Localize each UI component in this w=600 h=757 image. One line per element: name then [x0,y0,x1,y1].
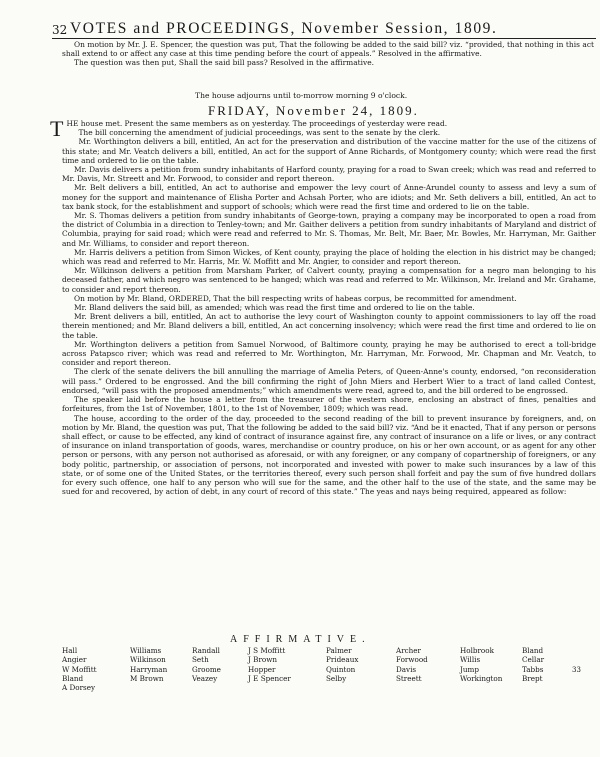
voter-name: J Brown [248,655,277,665]
voter-name: J E Spencer [248,673,291,683]
voter-name: Archer [396,646,421,655]
vote-column [62,646,97,692]
paragraph: On motion by Mr. Bland, ORDERED, That the bill respecting writs of habeas corpus, be recommitted for amendment. [74,293,517,303]
voter-name: Tabbs [522,664,544,674]
day-heading: FRIDAY, November 24, 1809. [208,103,419,118]
paragraph: Mr. Belt delivers a bill, entitled, An act to authorise and empower the levy court of Anne-Arundel county to assess and levy a sum of money for the support and maintenance of Elisha Porter and Achsah Porter, who are idiots; and Mr. Seth delivers a bill, entitled, An act to tax bank stock, for the establishment and support of schools; which were read the first time and ordered to lie on the table. [62,183,596,211]
paragraph: The question was then put, Shall the said bill pass? Resolved in the affirmative. [74,58,375,68]
voter-name: Forwood [396,655,428,665]
paragraph: Mr. Bland delivers the said bill, as amended; which was read the first time and ordered to lie on the table. [74,303,475,313]
vote-column [192,646,221,683]
voter-name: Cellar [522,655,545,665]
voter-name: Palmer [326,646,352,655]
voter-name: Harryman [130,664,168,674]
voter-name: Prideaux [326,655,359,665]
voter-name: Jump [460,664,479,674]
voter-name: Williams [130,646,162,655]
paragraph: On motion by Mr. J. E. Spencer, the question was put, That the following be added to the said bill? viz. “provided, that nothing in this act shall extend to or affect any case at this time pending before the court of appeals.” Resolved in the affirmative. [62,40,594,59]
voter-name: Selby [326,673,347,683]
voter-name: Brept [522,673,543,683]
voter-name: J S Moffitt [248,646,286,655]
voter-name: Willis [460,655,481,665]
running-head [52,20,592,40]
voter-name: Streett [396,673,422,683]
proceedings-body [50,116,596,497]
vote-column [326,646,358,683]
voter-name: Groome [192,664,221,674]
voter-name: Workington [460,673,503,683]
voter-name: Angier [62,655,87,665]
paragraph-text: HE house met. Present the same members as on yesterday. The proceedings of yesterday were read. [66,119,448,128]
page-title: VOTES and PROCEEDINGS, November Session, 1809. [70,20,498,37]
vote-column [130,646,167,683]
paragraph: Mr. Wilkinson delivers a petition from Marsham Parker, of Calvert county, praying a compensation for a negro man belonging to his deceased father, and which negro was sentenced to be hanged; which was read and referred to Mr. Wilkinson, Mr. Ireland and Mr. Grahame, to consider and report thereon. [62,266,596,294]
voter-name: Holbrook [460,646,494,655]
paragraph: The speaker laid before the house a letter from the treasurer of the western shore, enclosing an abstract of fines, penalties and forfeitures, from the 1st of November, 1801, to the 1st of November, 1809; which was read. [62,395,596,414]
paragraph: The clerk of the senate delivers the bill annulling the marriage of Amelia Peters, of Queen-Anne's county, endorsed, “on reconsideration will pass.” Ordered to be engrossed. And the bill confirming the right of John Miers and Herbert Wier to a tract of land called Contest, endorsed, “will pass with the proposed amendments;” which amendments were read, agreed to, and the bill ordered to be engrossed. [62,367,596,395]
voter-name: Wilkinson [130,655,166,665]
previous-day-section [62,40,594,68]
voter-name: Bland [62,673,84,683]
drop-cap: T [50,116,64,141]
adjournment-line: The house adjourns until to-morrow morning 9 o'clock. [195,91,408,100]
vote-column [522,646,544,683]
paragraph: Mr. Worthington delivers a bill, entitled, An act for the preservation and distribution of the vaccine matter for the use of the citizens of this state; and Mr. Veatch delivers a bill, entitled, An act for the support of Anne Richards, of Montgomery county; which were read the first time and ordered to lie on the table. [62,137,596,165]
paragraph: Mr. S. Thomas delivers a petition from sundry inhabitants of George-town, praying a company may be incorporated to open a road from the district of Columbia in a direction to Tenley-town; and Mr. Gaither delivers a petition from sundry inhabitants of Maryland and district of Columbia, praying for said road; which were read and referred to Mr. S. Thomas, Mr. Belt, Mr. Baer, Mr. Bowles, Mr. Harryman, Mr. Gaither and Mr. Williams, to consider and report thereon. [62,211,596,248]
margin-mark: 33 [572,666,581,674]
voter-name: Hopper [248,664,276,674]
voter-name: M Brown [130,673,164,683]
affirmative-heading: AFFIRMATIVE. [230,634,371,645]
voter-name: Randall [192,646,220,655]
vote-column [396,646,428,683]
voter-name: A Dorsey [62,683,96,693]
voter-name: Bland [522,646,544,655]
vote-column [460,646,502,683]
voter-name: W Moffitt [62,664,97,674]
paragraph: Mr. Davis delivers a petition from sundry inhabitants of Harford county, praying for a road to Swan creek; which was read and referred to Mr. Davis, Mr. Streett and Mr. Forwood, to consider and report thereon. [62,165,596,184]
voter-name: Veazey [192,673,218,683]
voter-name: Quinton [326,664,356,674]
page-number: 32 [52,23,68,37]
paragraph: Mr. Harris delivers a petition from Simon Wickes, of Kent county, praying the place of holding the election in his district may be changed; which was read and referred to Mr. Harris, Mr. W. Moffitt and Mr. Angier, to consider and report thereon. [62,247,596,267]
voter-name: Davis [396,664,417,674]
paragraph: The house, according to the order of the day, proceeded to the second reading of the bill to prevent insurance by foreigners, and, on motion by Mr. Bland, the question was put, That the following be added to the said bill? viz. “And be it enacted, That if any person or persons shall effect, or cause to be effected, any kind of contract of insurance against fire, any contract of insurance on a life or lives, or any contract of insurance on inland transportation of goods, wares, merchandise or country produce, on his or her own account, or as agent for any other person or persons, with any person not authorised as aforesaid, or with any foreigner, or any company of copartnership of foreigners, or any body politic, partnership, or association of persons, not incorporated and invested with power to make such insurances by a law of this state, or of some one of the United States, or the territories thereof, every such person shall forfeit and pay the sum of five hundred dollars for every such offence, one half to any person who will sue for the same, and the other half to the use of the state, and the same may be sued for and recovered, by action of debt, in any court of record of this state.” The yeas and nays being required, appeared as follow: [62,413,596,497]
paragraph: Mr. Worthington delivers a petition from Samuel Norwood, of Baltimore county, praying he may be authorised to erect a toll-bridge across Patapsco river; which was read and referred to Mr. Worthington, Mr. Harryman, Mr. Forwood, Mr. Chapman and Mr. Veatch, to consider and report thereon. [62,339,596,368]
paragraph: The bill concerning the amendment of judicial proceedings, was sent to the senate by the clerk. [78,128,441,138]
vote-column [248,646,291,683]
header-rule [52,38,596,39]
voter-name: Seth [192,655,209,665]
voter-name: Hall [62,646,78,655]
paragraph: Mr. Brent delivers a bill, entitled, An act to authorise the levy court of Washington county to appoint commissioners to lay off the road therein mentioned; and Mr. Bland delivers a bill, entitled, An act concerning insolvency; which were read the first time and ordered to lie on the table. [62,312,596,340]
